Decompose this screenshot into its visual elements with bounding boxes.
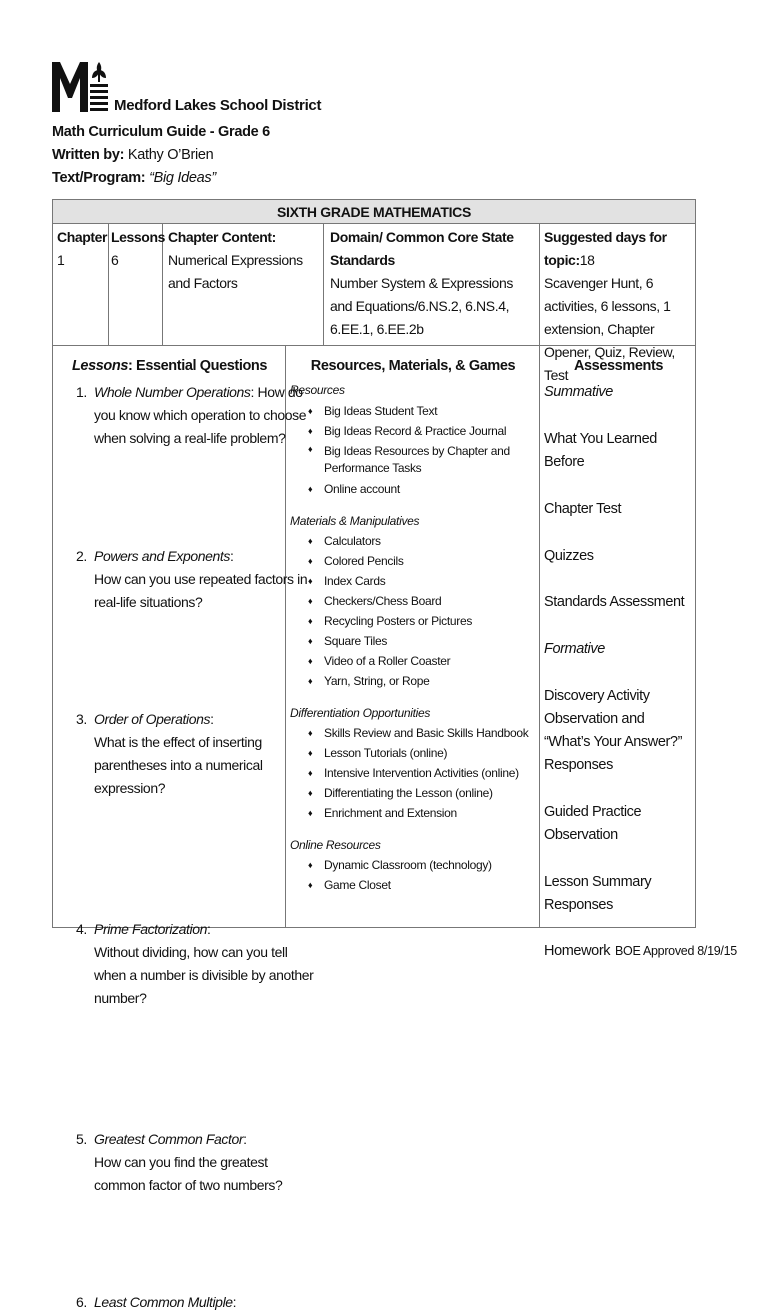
online-resources-label: Online Resources: [290, 838, 381, 852]
material-item: ♦ Colored Pencils: [290, 551, 536, 571]
lesson-item: 6. Least Common Multiple:: [76, 1294, 237, 1310]
written-by: Written by: Kathy O’Brien: [52, 147, 214, 163]
differentiation-item: ♦ Differentiating the Lesson (online): [290, 783, 536, 803]
material-item: ♦ Yarn, String, or Rope: [290, 671, 536, 691]
resource-item: ♦ Big Ideas Record & Practice Journal: [290, 421, 536, 441]
differentiation-label: Differentiation Opportunities: [290, 706, 431, 720]
resources-column: [290, 382, 536, 895]
chapter-content-cell: Chapter Content: Numerical Expressions and Factors: [168, 229, 303, 291]
resource-item: ♦ Big Ideas Resources by Chapter and Performance Tasks: [290, 441, 536, 479]
resource-item: ♦ Big Ideas Student Text: [290, 401, 536, 421]
chapter-cell: Chapter 1: [57, 229, 108, 268]
domain-standards-cell: Domain/ Common Core State Standards Number System & Expressions and Equations/6.NS.2, 6.NS.4, 6.EE.1, 6.EE.2b: [330, 229, 514, 337]
lesson-item: 2. Powers and Exponents: How can you use repeated factors in real-life situations?: [76, 548, 308, 610]
lesson-item: 1. Whole Number Operations: How do you know which operation to choose when solving a real-life problem?: [76, 384, 307, 446]
assessment-item: Discovery Activity Observation and “What’s Your Answer?” Responses: [544, 688, 683, 773]
assessment-item: Standards Assessment: [544, 594, 685, 610]
assessment-item: What You Learned Before: [544, 431, 657, 470]
resources-label: Resources: [290, 383, 345, 397]
assessments-heading: Assessments: [573, 358, 664, 374]
guide-title: Math Curriculum Guide - Grade 6: [52, 124, 270, 140]
assessment-item: Homework: [544, 943, 611, 959]
assessment-item: Guided Practice Observation: [544, 804, 642, 843]
material-item: ♦ Calculators: [290, 531, 536, 551]
lesson-item: 5. Greatest Common Factor: How can you find the greatest common factor of two numbers?: [76, 1131, 283, 1193]
material-item: ♦ Checkers/Chess Board: [290, 591, 536, 611]
differentiation-item: ♦ Lesson Tutorials (online): [290, 743, 536, 763]
material-item: ♦ Square Tiles: [290, 631, 536, 651]
suggested-days-cell: Suggested days for topic:18 Scavenger Hunt, 6 activities, 6 lessons, 1 extension, Chapter Opener, Quiz, Review, Test: [544, 229, 675, 383]
material-item: ♦ Video of a Roller Coaster: [290, 651, 536, 671]
material-item: ♦ Index Cards: [290, 571, 536, 591]
lesson-item: 3. Order of Operations: What is the effect of inserting parentheses into a numerical expression?: [76, 711, 263, 796]
lessons-heading: Lessons: Essential Questions: [71, 358, 268, 374]
lessons-cell: Lessons 6: [111, 229, 165, 268]
summative-label: Summative: [544, 384, 613, 400]
material-item: ♦ Recycling Posters or Pictures: [290, 611, 536, 631]
differentiation-item: ♦ Skills Review and Basic Skills Handbook: [290, 723, 536, 743]
assessments-column: [544, 381, 694, 963]
differentiation-item: ♦ Intensive Intervention Activities (online): [290, 763, 536, 783]
lesson-item: 4. Prime Factorization: Without dividing, how can you tell when a number is divisible by another number?: [76, 921, 314, 1006]
resources-heading: Resources, Materials, & Games: [310, 358, 516, 374]
resource-item: ♦ Online account: [290, 479, 536, 499]
assessment-item: Quizzes: [544, 548, 594, 564]
assessment-item: Lesson Summary Responses: [544, 874, 652, 913]
approval-note: BOE Approved 8/19/15: [615, 944, 737, 958]
assessment-item: Chapter Test: [544, 501, 622, 517]
online-resource-item: ♦ Game Closet: [290, 875, 536, 895]
district-name: Medford Lakes School District: [114, 97, 322, 114]
formative-label: Formative: [544, 641, 605, 657]
text-program: Text/Program: “Big Ideas”: [52, 170, 216, 186]
differentiation-item: ♦ Enrichment and Extension: [290, 803, 536, 823]
table-title: SIXTH GRADE MATHEMATICS: [53, 200, 695, 224]
district-logo: [52, 60, 110, 114]
materials-label: Materials & Manipulatives: [290, 514, 420, 528]
online-resource-item: ♦ Dynamic Classroom (technology): [290, 855, 536, 875]
